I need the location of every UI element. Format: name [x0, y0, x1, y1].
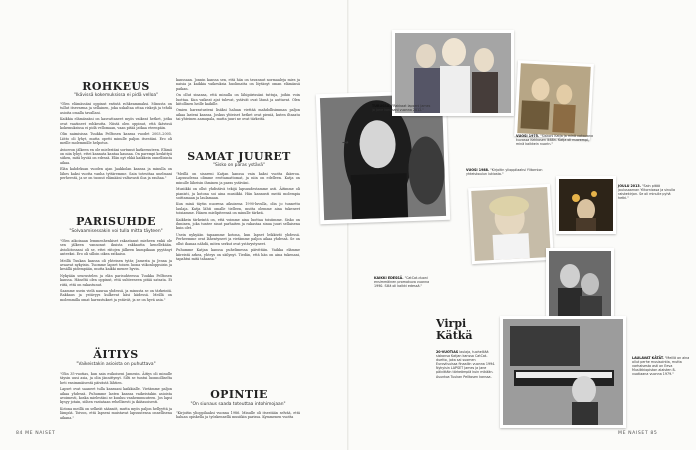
photo-graduation-1988 — [468, 184, 554, 264]
subject-name — [436, 318, 496, 342]
paragraph: kanssaan. Jonnin kanssa sen, että hän on tavannut normaaleja mies ja naisia ja kaikkia vaikeuksia huolimatta on löytänyt oman elämänsä paikan. — [176, 78, 300, 91]
caption-text: laulaja, tuohelliää siskonsa Katjan kanssa CatCat-duetto, joka sai suomen Euroviisuissa finaaliin vuonna 1994. Nykyisin LAPSET James ja Jane päivittäin tärkeämpiä kuin mikään. Asuntoa Tuukan Pelltosen kanssa. — [436, 350, 496, 379]
caption-laulavat-katat — [632, 356, 692, 376]
caption-vuosi-1988 — [466, 168, 546, 176]
paragraph: "Olin 35-vuotias, kun sain esikoiseni Jamesin. Äitiys oli minulle täysin uusi asia, ja olin jännittynyt. Silti se tuntui luonnolliselta heti ensimmäisestä päivästä lähtien. — [60, 372, 172, 385]
caption-20-vuotias — [436, 350, 498, 379]
heading-rohkeus: ROHKEUS — [82, 80, 150, 93]
paragraph: "Kirjoitin ylioppilaaksi vuonna 1986. Minulle oli itsestään selvää, että haluan opiskella ja työskennellä musiikin parissa. Kymmenen vuotta — [176, 411, 300, 420]
caption-label: JOULU 2013. — [618, 184, 641, 188]
next-page-arrow-icon[interactable]: → — [342, 138, 349, 147]
caption-turussa — [372, 104, 432, 112]
spine-divider — [347, 0, 349, 450]
paragraph: On ollut sinansa, että minulla on lähipiirissäni tuttuja, joihin voin luottaa. Kun vaikeat ajat tulevat, ystävät ovat läsnä ja auttavat. Olen kiitollinen heille kaikille. — [176, 93, 300, 107]
caption-text: "Siskoni Katja ja minä vakavana kuvassa Kekkosen ikään. Katja oli nuorempi, minä kaikkein nuorin." — [516, 134, 593, 147]
column-aitiys — [60, 372, 172, 422]
paragraph: Usein nykyään tapaamme kotona, kun lapset leikkivät yhdessä. Perheemme ovat lähentyneet ja vietämme paljon aikaa yhdessä. Se on ollut ihanaa nähdä, miten serkut ovat ystävystyneet. — [176, 232, 300, 246]
paragraph: Omien harrastusteni lisäksi haluan viettää mahdollisimman paljon aikaa lasteni kanssa. Joskus yhteiset hetket ovat pieniä, kuten iltasatu tai yhteinen aamupala, mutta juuri ne ovat tärkeitä. — [176, 108, 300, 122]
paragraph: Elän kahdeksan vuoden ajan Jaakkolan kanssa ja minulla on lähes kaksi vuotta vanha tyttäremme. Sain toteuttaa unelmani perheestä, ja se on tuonut elämääni valtavasti iloa ja rauhaa." — [60, 167, 172, 181]
photo-piano-child — [500, 316, 626, 428]
caption-text: "Sain pitää joulusaarnan Ylitorniossa ja sinulla raiskekirjon. Se oli minulle pyhä hetki." — [618, 184, 675, 201]
subheading-opintie: "On siunaus saada toteuttaa intohimojaan" — [190, 402, 286, 407]
caption-text: "Rakkaat lapseni James ja Jane kanssani vuonna 2012." — [372, 104, 431, 113]
folio-right: ME NAISET 85 — [618, 431, 658, 436]
heading-samat-juuret: SAMAT JUURET — [187, 150, 291, 163]
paragraph: Saamme usein vielä nauraa yhdessä, ja minusta se on tärkeintä. Rakkaus ja ystävyys kulkevat käsi kädessä. Meillä on molemmilla omat harrastukset ja ystävät, ja se on hyvä asia." — [60, 289, 172, 302]
column-right-intro — [176, 78, 300, 124]
paragraph: "Olen aikoinaan lemmenhenkiset rakastanut mieheen enkä ole sen jälkeen vannonut ikuista rakkautta kenellekään. Avioliitossani oli se, ettei riitojen jälkeen kumpikaan pyytänyt anteeksi. Ero oli silloin oikea ratkaisu. — [60, 239, 172, 257]
heading-aitiys: ÄITIYS — [93, 348, 139, 361]
photo-sisters-1975 — [514, 60, 594, 140]
folio-left: 84 ME NAISET — [16, 431, 56, 436]
photo-catcat-area — [392, 214, 464, 272]
caption-joulu-2013 — [618, 184, 680, 200]
paragraph: Kotona meillä on selkeät säännöt, mutta myös paljon hellyyttä ja lämpöä. Toivon, että lapseni muistavat lapsuutensa onnellisena aikana." — [60, 406, 172, 420]
caption-kaikki-edessa — [374, 276, 436, 288]
paragraph: "Olen elämässäni oppinut entistä rohkeammaksi. Minusta on tullut itsevarma ja sellainen, joka uskaltaa ottaa riskejä ja tehdä asioita omalla tavallani. — [60, 102, 172, 115]
photo-spacer — [522, 150, 526, 154]
subject-last-name: Kätkä — [436, 329, 473, 342]
column-parisuhde — [60, 239, 172, 304]
heading-opintie: OPINTIE — [210, 388, 268, 401]
caption-label: TURUSSA. — [372, 104, 391, 108]
paragraph: Avioeron jälkeen en ole mielestäni sortunut katkeruuteen. Elämä on niin lyhyt, ettei kannata kantaa kaunaa. On parempi keskittyä siihen, mitä hyvää on edessä. Elän nyt ehkä kaikkein onnellisinta aikaa. — [60, 147, 172, 165]
caption-text: "Kirjoitin ylioppilaaksi Ylitornion yhteiskoulun lukiosta." — [466, 168, 543, 177]
photo-graduation-placeholder — [438, 176, 464, 196]
subject-first-name: Virpi — [436, 317, 467, 330]
paragraph: Lapset ovat saaneet tulla kanssani kaikkialle. Vietämme paljon aikaa yhdessä. Puhumme lasten kanssa vaikeistakin asioista avoimesti, koska mielestäni se kuuluu vanhemmuuteen. Jos lapsi kysyy jotain, siihen vastataan rehellisesti ja ikätasoisesti. — [60, 387, 172, 405]
photo-christmas-2013 — [556, 176, 616, 234]
subheading-parisuhde: "Solvaamisessakin voi tulla mitta täyteen" — [69, 229, 163, 234]
paragraph: Kaikkein tärkeintä on, että voimme aina luottaa toisiimme. Sisko on ihminen, joka tuntee sinut parhaiten ja rakastaa sinua juuri sellaisena kuin olet. — [176, 217, 300, 231]
heading-parisuhde: PARISUHDE — [76, 215, 156, 228]
column-rohkeus — [60, 102, 172, 183]
caption-text: "CatCat-duoni ensimmäinen promokuva vuonna 1990. Sillä oli kaikki edessä." — [374, 276, 430, 289]
paragraph: Kaikkia elämässäni on kasvattaneet myös vaikeat hetket, jotka ovat vaatineet rohkeutta. Niistä olen oppinut, että ikävissä kokemuksissa ei pidä vellomaan, vaan pitää jatkaa eteenpäin. — [60, 117, 172, 131]
paragraph: Musiikki on ollut yhdistävä tekijä lapsuudestamme asti. Äitimme oli pianisti, ja kotona soi aina musiikki. Hän kannusti meitä molempia soittamaan ja laulamaan. — [176, 187, 300, 201]
paragraph: Nykyään seurustelen ja elän parisuhteessa Tuukka Pelltosen kanssa. Häneltä olen oppinut, että suhteeseen pitää satsata. Ei riitä, että on rakastunut. — [60, 273, 172, 287]
paragraph: "Meillä on sisareni Katjan kanssa vain kaksi vuotta ikäeroa. Lapsuudessa olimme erottamattomat, ja niin on edelleen. Katja on minulle läheisin ihminen ja paras ystäväni. — [176, 172, 300, 185]
photo-sister-child — [546, 248, 614, 320]
caption-label: 20-VUOTIAS — [436, 350, 459, 354]
subheading-samat-juuret: "Sisko on paras ystävä" — [213, 163, 265, 168]
caption-vuosi-1975 — [516, 134, 598, 146]
caption-text: "Meillä on aina ollut perhe musisointia, mutta varhaisesta asti on Eeva Musiikkiopiston alaisten 8-vuotiaana vuonna 1979." — [632, 356, 690, 377]
column-opintie — [176, 411, 300, 422]
paragraph: Kun minä täytin nuorena aikuisena 1990-luvulla, olin jo tunnettu laulaja. Katja lähti omalle tielleen, mutta olemme aina tukeneet toisiamme. Hänen mielipiteensä on minulle tärkeä. — [176, 202, 300, 216]
caption-label: LAULAVAT KÄTÄT. — [632, 356, 664, 360]
subheading-aitiys: "Vaikeistakin asioista on puhuttava" — [76, 362, 156, 367]
subheading-rohkeus: "Ikävissä kokemuksissa ei pidä velloa" — [73, 93, 159, 98]
caption-label: VUOSI 1975. — [516, 134, 540, 138]
paragraph: Meillä Tuukan kanssa oli yhteinen tytär, Jamesta ja Jenna ja avaavat nykyisin. Tuomme lapset toisen luona viikonloppuisin ja kesällä pidempään, mutta kaikki menee hyvin. — [60, 258, 172, 272]
paragraph: Puhumme Katjan kanssa puhelimessa päivittäin. Vaikka elämme kiireistä arkea, yhteys on säilynyt. Tiedän, että hän on aina tukenani, tapahtui mitä tahansa." — [176, 248, 300, 261]
caption-label: VUOSI 1988. — [466, 168, 490, 172]
column-samat-juuret — [176, 172, 300, 263]
caption-label: KAIKKI EDESSÄ. — [374, 276, 404, 280]
paragraph: Olin naimisissa Tuukka Pelltosen kanssa vuodet 2003–2005. Liitto oli lyhyt, mutta opetti minulle paljon itsestäni. Ero oli meille molemmille helpotus. — [60, 132, 172, 146]
